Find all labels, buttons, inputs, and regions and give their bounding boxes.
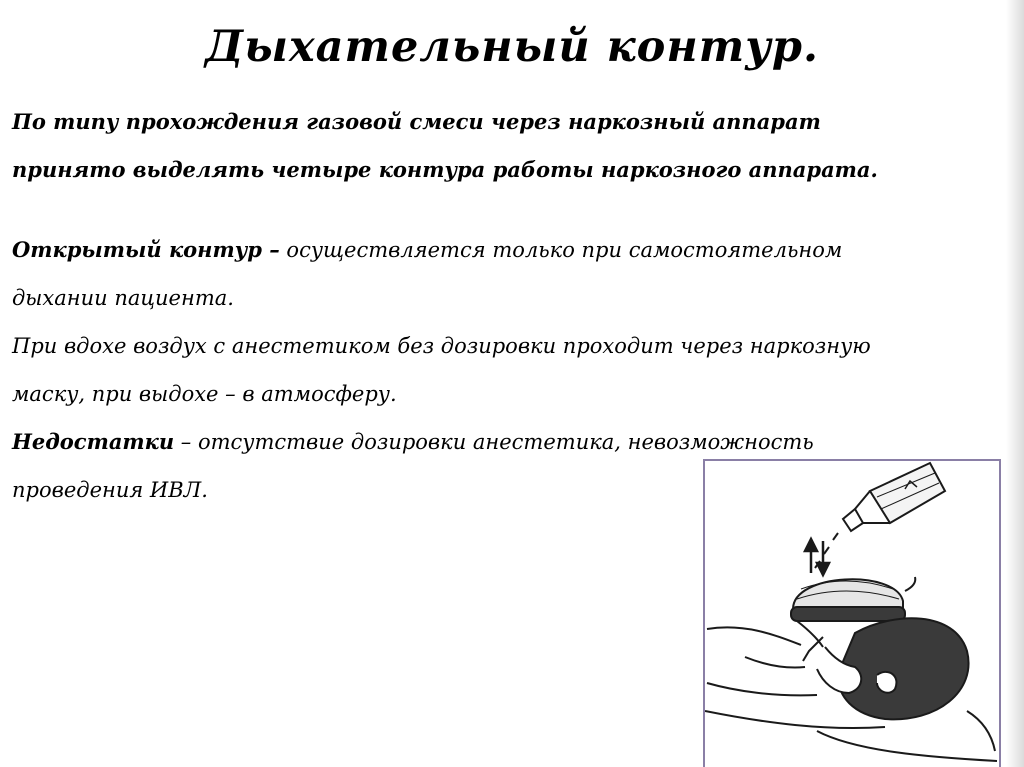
drawbacks-label: Недостатки (12, 429, 175, 454)
drawbacks-text-1: – отсутствие дозировки анестетика, невозможность (174, 430, 814, 454)
open-circuit-label: Открытый контур – (12, 237, 280, 262)
inhale-line-2: маску, при выдохе – в атмосферу. (12, 382, 397, 406)
intro-line-1: По типу прохождения газовой смеси через наркозный аппарат (12, 109, 821, 134)
inhale-line-1: При вдохе воздух с анестетиком без дозировки проходит через наркозную (12, 334, 871, 358)
open-circuit-line-1 (12, 226, 1012, 274)
slide-title: Дыхательный контур. (205, 22, 819, 72)
patient-mask-drawing (705, 461, 999, 767)
breath-arrows-icon (805, 539, 829, 575)
intro-line-2: принято выделять четыре контура работы наркозного аппарата. (12, 157, 878, 182)
drawbacks-line-2: проведения ИВЛ. (12, 478, 208, 502)
intro-paragraph (12, 98, 1012, 194)
open-circuit-text-1: осуществляется только при самостоятельном (279, 238, 843, 262)
open-circuit-illustration (703, 459, 1001, 767)
anesthetic-bottle-icon (843, 463, 945, 531)
open-circuit-line-2: дыхании пациента. (12, 286, 234, 310)
patient-head-icon (803, 618, 969, 719)
